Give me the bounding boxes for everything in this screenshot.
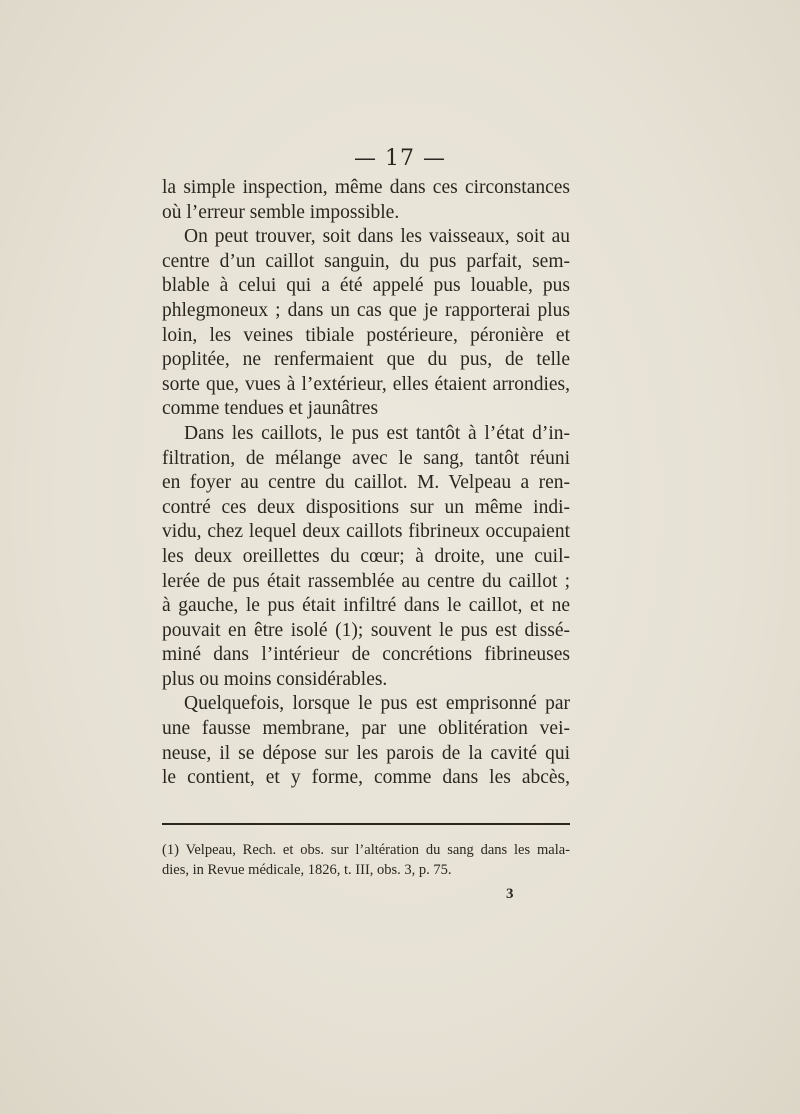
text-line: la simple inspection, même dans ces circonstances — [162, 177, 570, 198]
text-line: loin, les veines tibiale postérieure, péronière et — [162, 324, 570, 346]
text-line: le contient, et y forme, comme dans les abcès, — [162, 767, 570, 789]
text-line: lerée de pus était rassemblée au centre du caillot ; — [162, 570, 570, 592]
page-number: — 17 — — [354, 146, 446, 171]
text-line: miné dans l’intérieur de concrétions fibrineuses — [162, 644, 570, 666]
text-line: poplitée, ne renfermaient que du pus, de telle — [162, 349, 570, 371]
text-line: phlegmoneux ; dans un cas que je rapporterai plus — [162, 299, 570, 321]
text-line: vidu, chez lequel deux caillots fibrineux occupaient — [162, 521, 570, 543]
text-line: pouvait en être isolé (1); souvent le pus est dissé- — [162, 619, 570, 641]
signature-mark: 3 — [506, 886, 514, 902]
text-line: neuse, il se dépose sur les parois de la cavité qui — [162, 742, 570, 764]
footnote-line: dies, in Revue médicale, 1826, t. III, obs. 3, p. 75. — [162, 862, 452, 878]
text-line: comme tendues et jaunâtres — [162, 398, 379, 420]
text-line: contré ces deux dispositions sur un même indi- — [162, 496, 570, 518]
text-line: filtration, de mélange avec le sang, tantôt réuni — [162, 447, 570, 469]
footnote-line: (1) Velpeau, Rech. et obs. sur l’altération du sang dans les mala- — [162, 842, 570, 858]
text-line: plus ou moins considérables. — [162, 668, 388, 690]
text-line: à gauche, le pus était infiltré dans le caillot, et ne — [162, 595, 570, 617]
text-line: une fausse membrane, par une oblitération vei- — [162, 718, 570, 740]
text-line: On peut trouver, soit dans les vaisseaux, soit au — [184, 226, 570, 248]
text-line: sorte que, vues à l’extérieur, elles étaient arrondies, — [162, 373, 570, 395]
text-line: Dans les caillots, le pus est tantôt à l’état d’in- — [184, 422, 570, 444]
text-line: centre d’un caillot sanguin, du pus parfait, sem- — [162, 250, 570, 272]
text-line: Quelquefois, lorsque le pus est emprisonné par — [184, 693, 570, 715]
text-line: blable à celui qui a été appelé pus louable, pus — [162, 275, 570, 297]
text-line: les deux oreillettes du cœur; à droite, une cuil- — [162, 545, 570, 567]
text-line: en foyer au centre du caillot. M. Velpeau a ren- — [162, 472, 570, 494]
text-line: où l’erreur semble impossible. — [162, 201, 400, 223]
footnote-divider — [162, 823, 570, 825]
footnote — [162, 840, 570, 880]
body-text — [162, 176, 570, 791]
